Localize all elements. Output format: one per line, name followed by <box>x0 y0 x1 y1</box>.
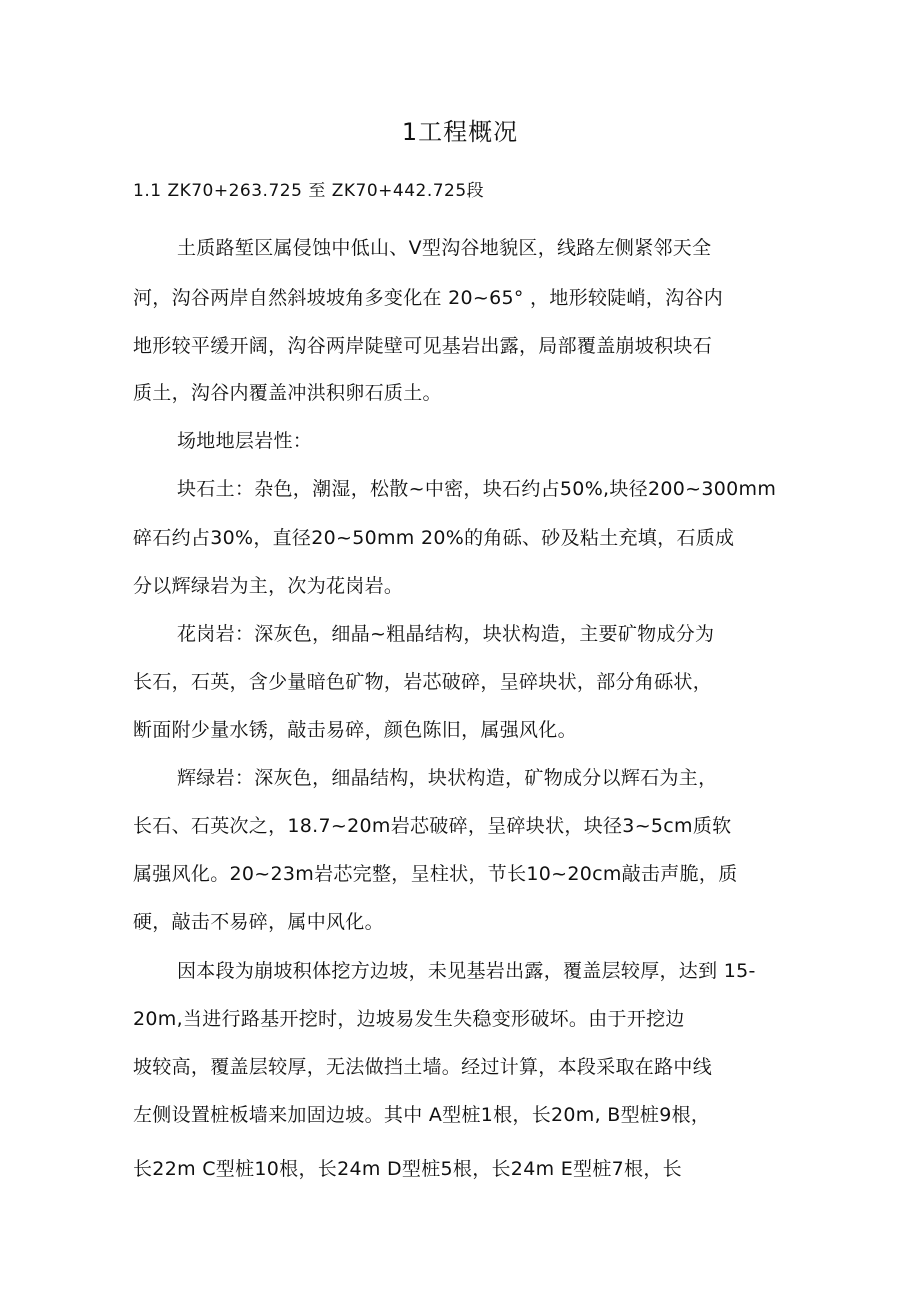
paragraph-line: 属强风化。20~23m岩芯完整，呈柱状，节长10~20cm敲击声脆，质 <box>133 863 738 885</box>
paragraph-line: 因本段为崩坡积体挖方边坡，未见基岩出露，覆盖层较厚，达到 15- <box>177 960 756 982</box>
paragraph-line: 20m,当进行路基开挖时，边坡易发生失稳变形破坏。由于开挖边 <box>133 1008 685 1030</box>
paragraph-line: 坡较高，覆盖层较厚，无法做挡土墙。经过计算，本段采取在路中线 <box>133 1056 713 1078</box>
paragraph-line: 地形较平缓开阔，沟谷两岸陡壁可见基岩出露，局部覆盖崩坡积块石 <box>133 335 713 357</box>
paragraph-line: 辉绿岩：深灰色，细晶结构，块状构造，矿物成分以辉石为主， <box>177 767 718 789</box>
section-heading: 1.1 ZK70+263.725 至 ZK70+442.725段 <box>133 181 485 201</box>
paragraph-line: 土质路堑区属侵蚀中低山、V型沟谷地貌区，线路左侧紧邻天全 <box>177 237 712 259</box>
paragraph-line: 长石、石英次之，18.7~20m岩芯破碎，呈碎块状，块径3~5cm质软 <box>133 815 732 837</box>
paragraph-line: 长石，石英，含少量暗色矿物，岩芯破碎，呈碎块状，部分角砾状， <box>133 671 713 693</box>
paragraph-line: 长22m C型桩10根，长24m D型桩5根，长24m E型桩7根，长 <box>133 1158 682 1180</box>
paragraph-line: 分以辉绿岩为主，次为花岗岩。 <box>133 575 404 597</box>
paragraph-line: 断面附少量水锈，敲击易碎，颜色陈旧，属强风化。 <box>133 719 577 741</box>
paragraph-line: 场地地层岩性： <box>177 430 313 452</box>
paragraph-line: 花岗岩：深灰色，细晶~粗晶结构，块状构造，主要矿物成分为 <box>177 623 715 645</box>
paragraph-line: 硬，敲击不易碎，属中风化。 <box>133 911 384 933</box>
paragraph-line: 质土，沟谷内覆盖冲洪积卵石质土。 <box>133 382 442 404</box>
paragraph-line: 左侧设置桩板墙来加固边坡。其中 A型桩1根，长20m, B型桩9根， <box>133 1104 711 1126</box>
page-title: 1工程概况 <box>401 118 519 146</box>
paragraph-line: 碎石约占30%，直径20~50mm 20%的角砾、砂及粘土充填，石质成 <box>133 527 735 549</box>
paragraph-line: 河，沟谷两岸自然斜坡坡角多变化在 20~65° ，地形较陡峭，沟谷内 <box>133 287 724 309</box>
paragraph-line: 块石土：杂色，潮湿，松散~中密，块石约占50%,块径200~300mm <box>177 478 777 500</box>
